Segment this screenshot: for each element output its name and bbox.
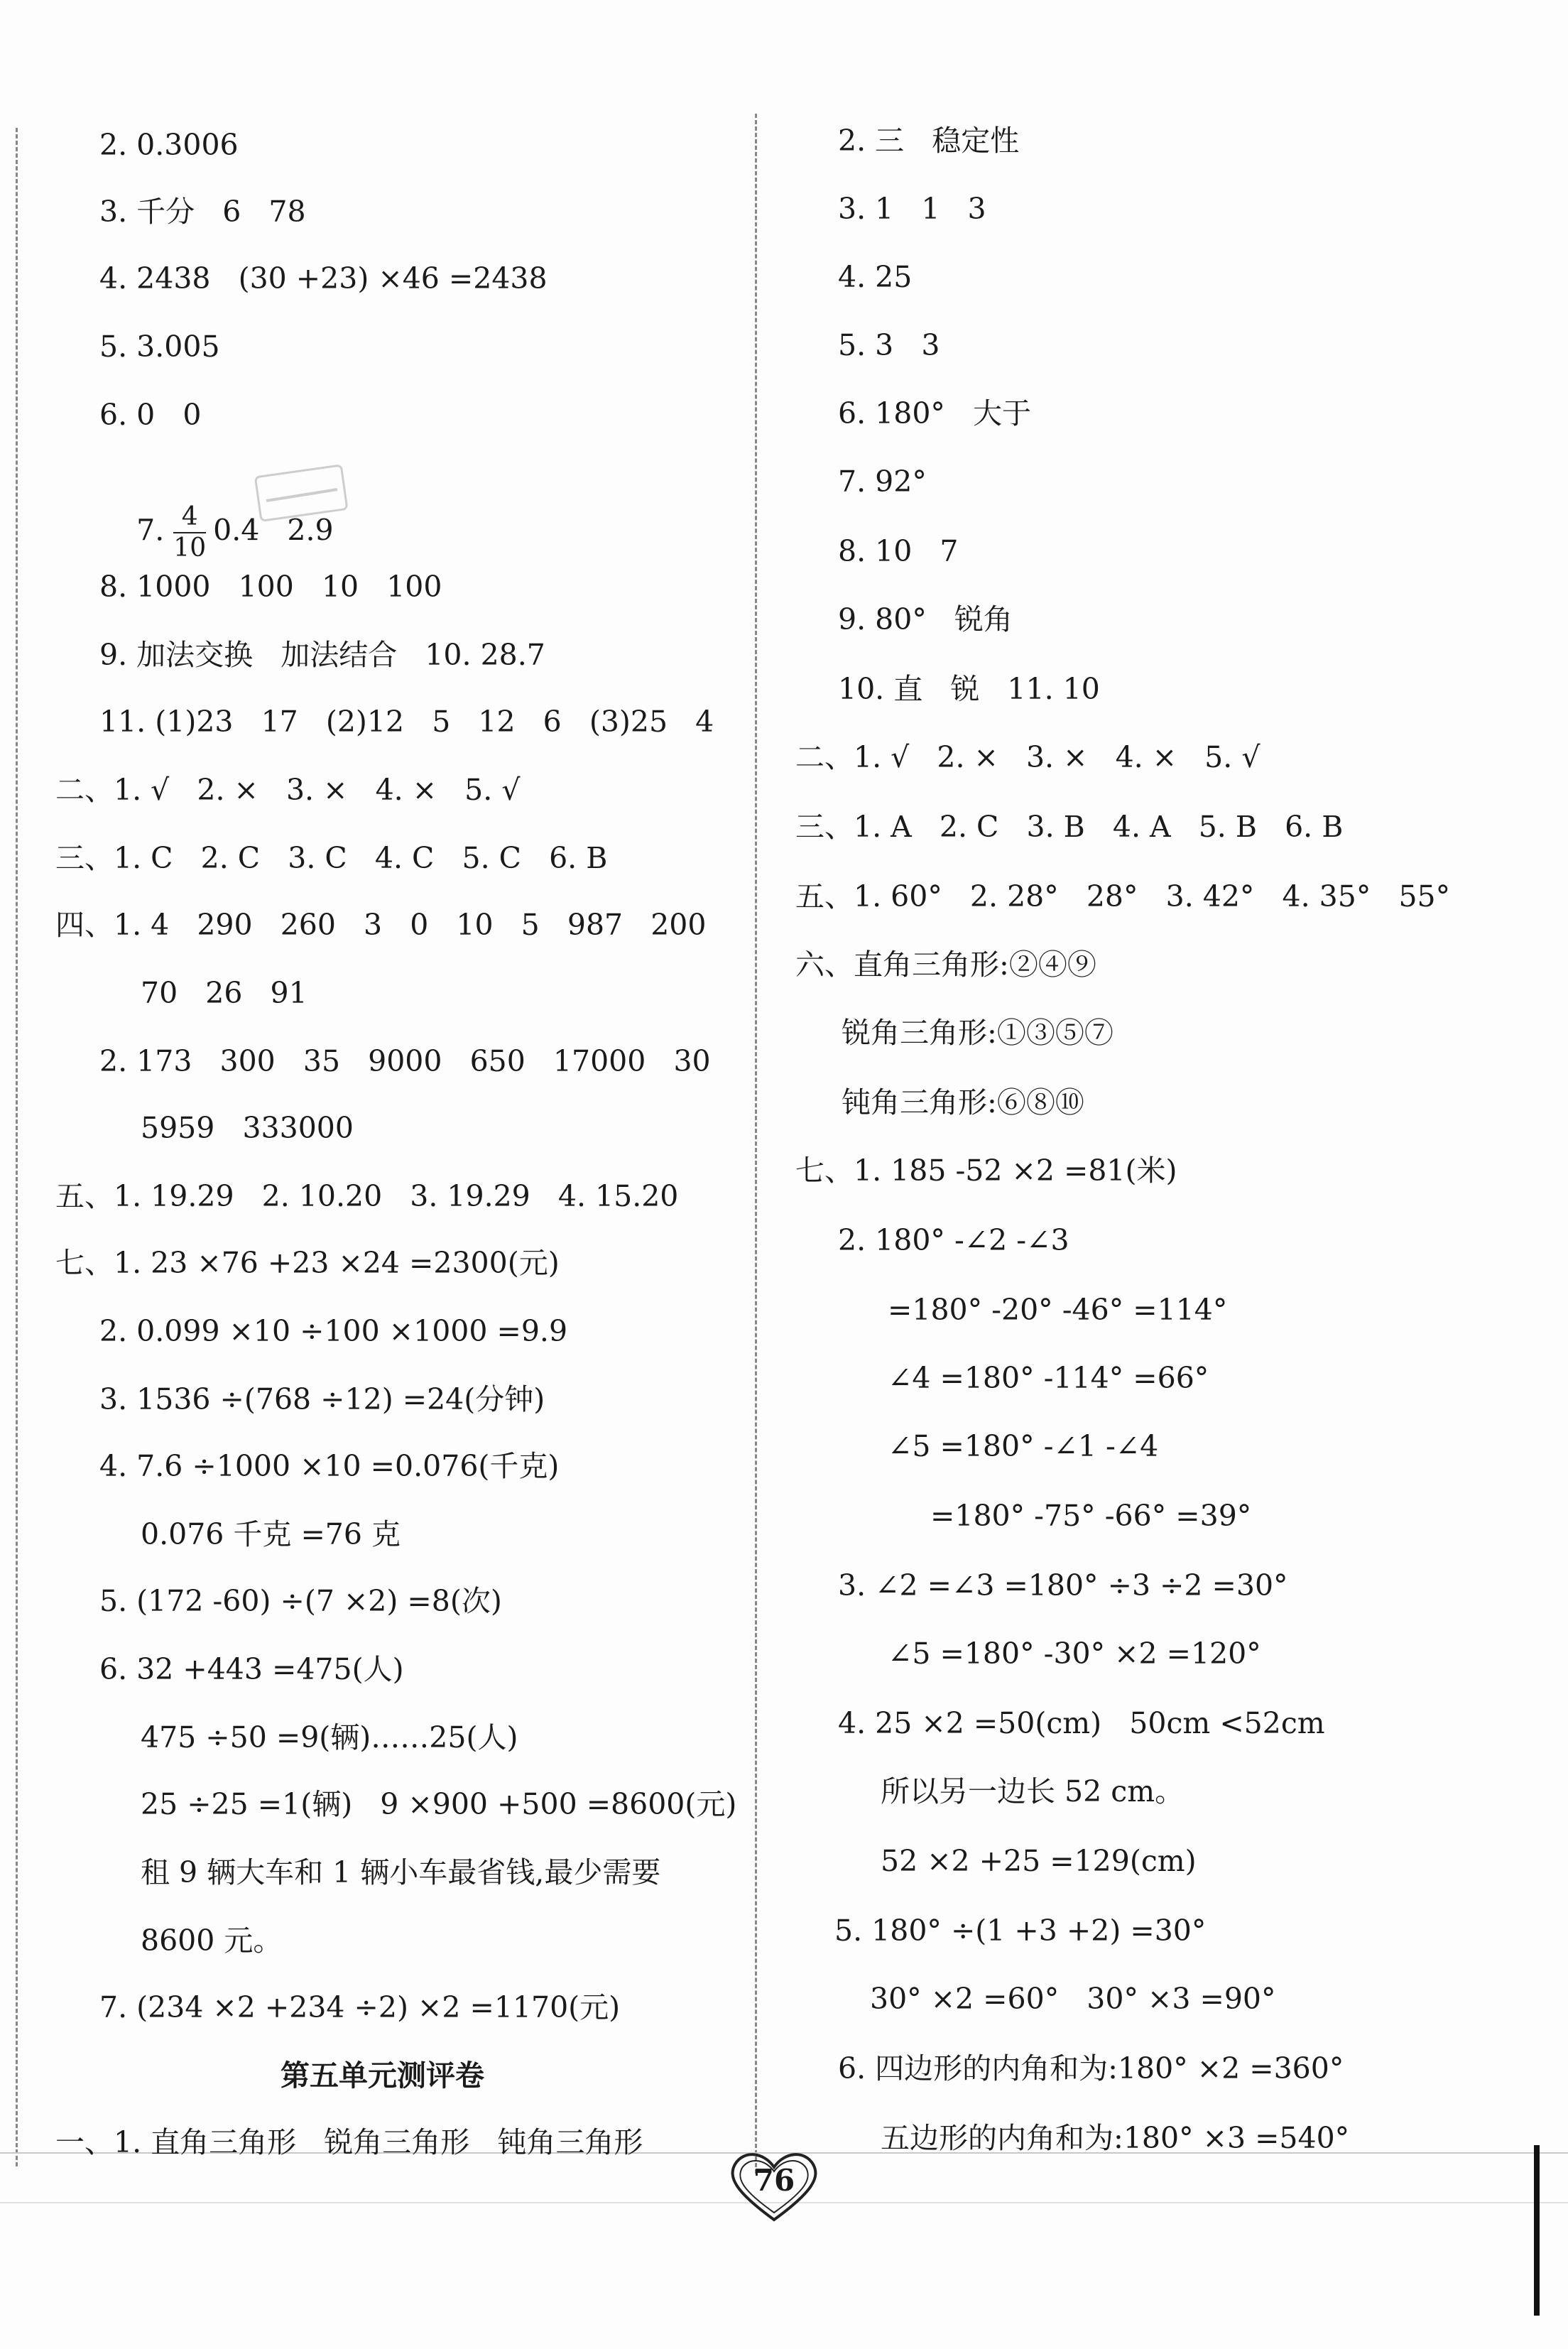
answer-line: =180° -75° -66° =39° <box>930 1499 1252 1533</box>
answer-line: 7. (234 ×2 +234 ÷2) ×2 =1170(元) <box>99 1990 621 2024</box>
answer-line: 9. 加法交换 加法结合 10. 28.7 <box>99 638 545 672</box>
answer-line: 25 ÷25 =1(辆) 9 ×900 +500 =8600(元) <box>141 1787 737 1821</box>
answer-line: ∠4 =180° -114° =66° <box>888 1361 1209 1395</box>
answer-line: 8. 10 7 <box>838 534 959 568</box>
fraction-prefix: 7. <box>136 513 174 548</box>
answer-line: 2. 0.099 ×10 ÷100 ×1000 =9.9 <box>99 1314 568 1348</box>
answer-line: 五边形的内角和为:180° ×3 =540° <box>881 2121 1350 2155</box>
answer-line: 2. 三 稳定性 <box>838 124 1020 158</box>
answer-line: 0.076 千克 =76 克 <box>141 1517 401 1551</box>
answer-line: 5. 180° ÷(1 +3 +2) =30° <box>834 1914 1207 1948</box>
section-line: 三、1. A 2. C 3. B 4. A 5. B 6. B <box>795 810 1344 844</box>
answer-line: 4. 25 ×2 =50(cm) 50cm <52cm <box>838 1706 1325 1740</box>
answer-line: 9. 80° 锐角 <box>838 602 1013 636</box>
section-line: 二、1. √ 2. × 3. × 4. × 5. √ <box>55 773 521 807</box>
answer-line: 475 ÷50 =9(辆)……25(人) <box>141 1720 518 1754</box>
fraction <box>173 502 206 563</box>
answer-line: 5. 3.005 <box>99 330 220 364</box>
answer-line: 所以另一边长 52 cm。 <box>881 1774 1185 1808</box>
answer-line: 3. 1536 ÷(768 ÷12) =24(分钟) <box>99 1382 545 1416</box>
answer-line: 8. 1000 100 10 100 <box>99 570 442 604</box>
answer-line: ∠5 =180° -∠1 -∠4 <box>888 1429 1159 1463</box>
answer-line: 11. (1)23 17 (2)12 5 12 6 (3)25 4 <box>99 705 714 739</box>
answer-line: 2. 180° -∠2 -∠3 <box>838 1223 1069 1257</box>
answer-line: 4. 7.6 ÷1000 ×10 =0.076(千克) <box>99 1449 560 1483</box>
answer-line: 8600 元。 <box>141 1924 283 1958</box>
answer-line: ∠5 =180° -30° ×2 =120° <box>888 1637 1261 1671</box>
answer-line: 租 9 辆大车和 1 辆小车最省钱,最少需要 <box>141 1855 661 1889</box>
answer-line: 70 26 91 <box>141 976 307 1010</box>
answer-line: 锐角三角形:①③⑤⑦ <box>842 1016 1114 1050</box>
section-line: 四、1. 4 290 260 3 0 10 5 987 200 <box>55 908 707 942</box>
section-line: 七、1. 23 ×76 +23 ×24 =2300(元) <box>55 1246 560 1280</box>
answer-line: 5. (172 -60) ÷(7 ×2) =8(次) <box>99 1584 502 1618</box>
answer-line: 6. 180° 大于 <box>838 396 1032 430</box>
answer-line: 4. 25 <box>838 260 913 294</box>
edge-bar <box>1534 2145 1540 2316</box>
section-line: 二、1. √ 2. × 3. × 4. × 5. √ <box>795 740 1261 774</box>
answer-line: 6. 0 0 <box>99 398 202 432</box>
left-margin-dash <box>16 128 18 2166</box>
answer-line: 3. ∠2 =∠3 =180° ÷3 ÷2 =30° <box>838 1568 1288 1602</box>
answer-line: 30° ×2 =60° 30° ×3 =90° <box>870 1982 1276 2016</box>
answer-line: 10. 直 锐 11. 10 <box>838 672 1100 706</box>
answer-line: 5959 333000 <box>141 1111 354 1145</box>
page-number-badge <box>728 2149 820 2227</box>
answer-line: 6. 四边形的内角和为:180° ×2 =360° <box>838 2051 1344 2085</box>
answer-line: 3. 千分 6 78 <box>99 195 306 229</box>
answer-line: 3. 1 1 3 <box>838 192 986 226</box>
section-line: 五、1. 60° 2. 28° 28° 3. 42° 4. 35° 55° <box>795 879 1451 913</box>
fraction-numerator: 4 <box>173 502 206 533</box>
answer-line: =180° -20° -46° =114° <box>888 1293 1228 1327</box>
answer-line: 7. 92° <box>838 465 927 499</box>
answer-line: 2. 173 300 35 9000 650 17000 30 <box>99 1044 711 1078</box>
answer-line: 4. 2438 (30 +23) ×46 =2438 <box>99 261 548 295</box>
section-line: 六、直角三角形:②④⑨ <box>795 948 1096 982</box>
column-divider-dash <box>755 114 757 2174</box>
answer-line: 5. 3 3 <box>838 328 940 362</box>
section-line: 五、1. 19.29 2. 10.20 3. 19.29 4. 15.20 <box>55 1179 679 1213</box>
answer-line: 52 ×2 +25 =129(cm) <box>881 1844 1197 1878</box>
section-line: 一、1. 直角三角形 锐角三角形 钝角三角形 <box>55 2125 643 2159</box>
page-number: 76 <box>753 2163 795 2198</box>
section-title: 第五单元测评卷 <box>281 2058 484 2093</box>
section-line: 三、1. C 2. C 3. C 4. C 5. C 6. B <box>55 841 608 875</box>
fraction-suffix: 0.4 2.9 <box>213 513 334 548</box>
answer-line: 钝角三角形:⑥⑧⑩ <box>842 1085 1084 1119</box>
fraction-denominator: 10 <box>173 533 207 563</box>
answer-line: 6. 32 +443 =475(人) <box>99 1652 404 1686</box>
section-line: 七、1. 185 -52 ×2 =81(米) <box>795 1154 1177 1188</box>
answer-line: 2. 0.3006 <box>99 128 239 162</box>
